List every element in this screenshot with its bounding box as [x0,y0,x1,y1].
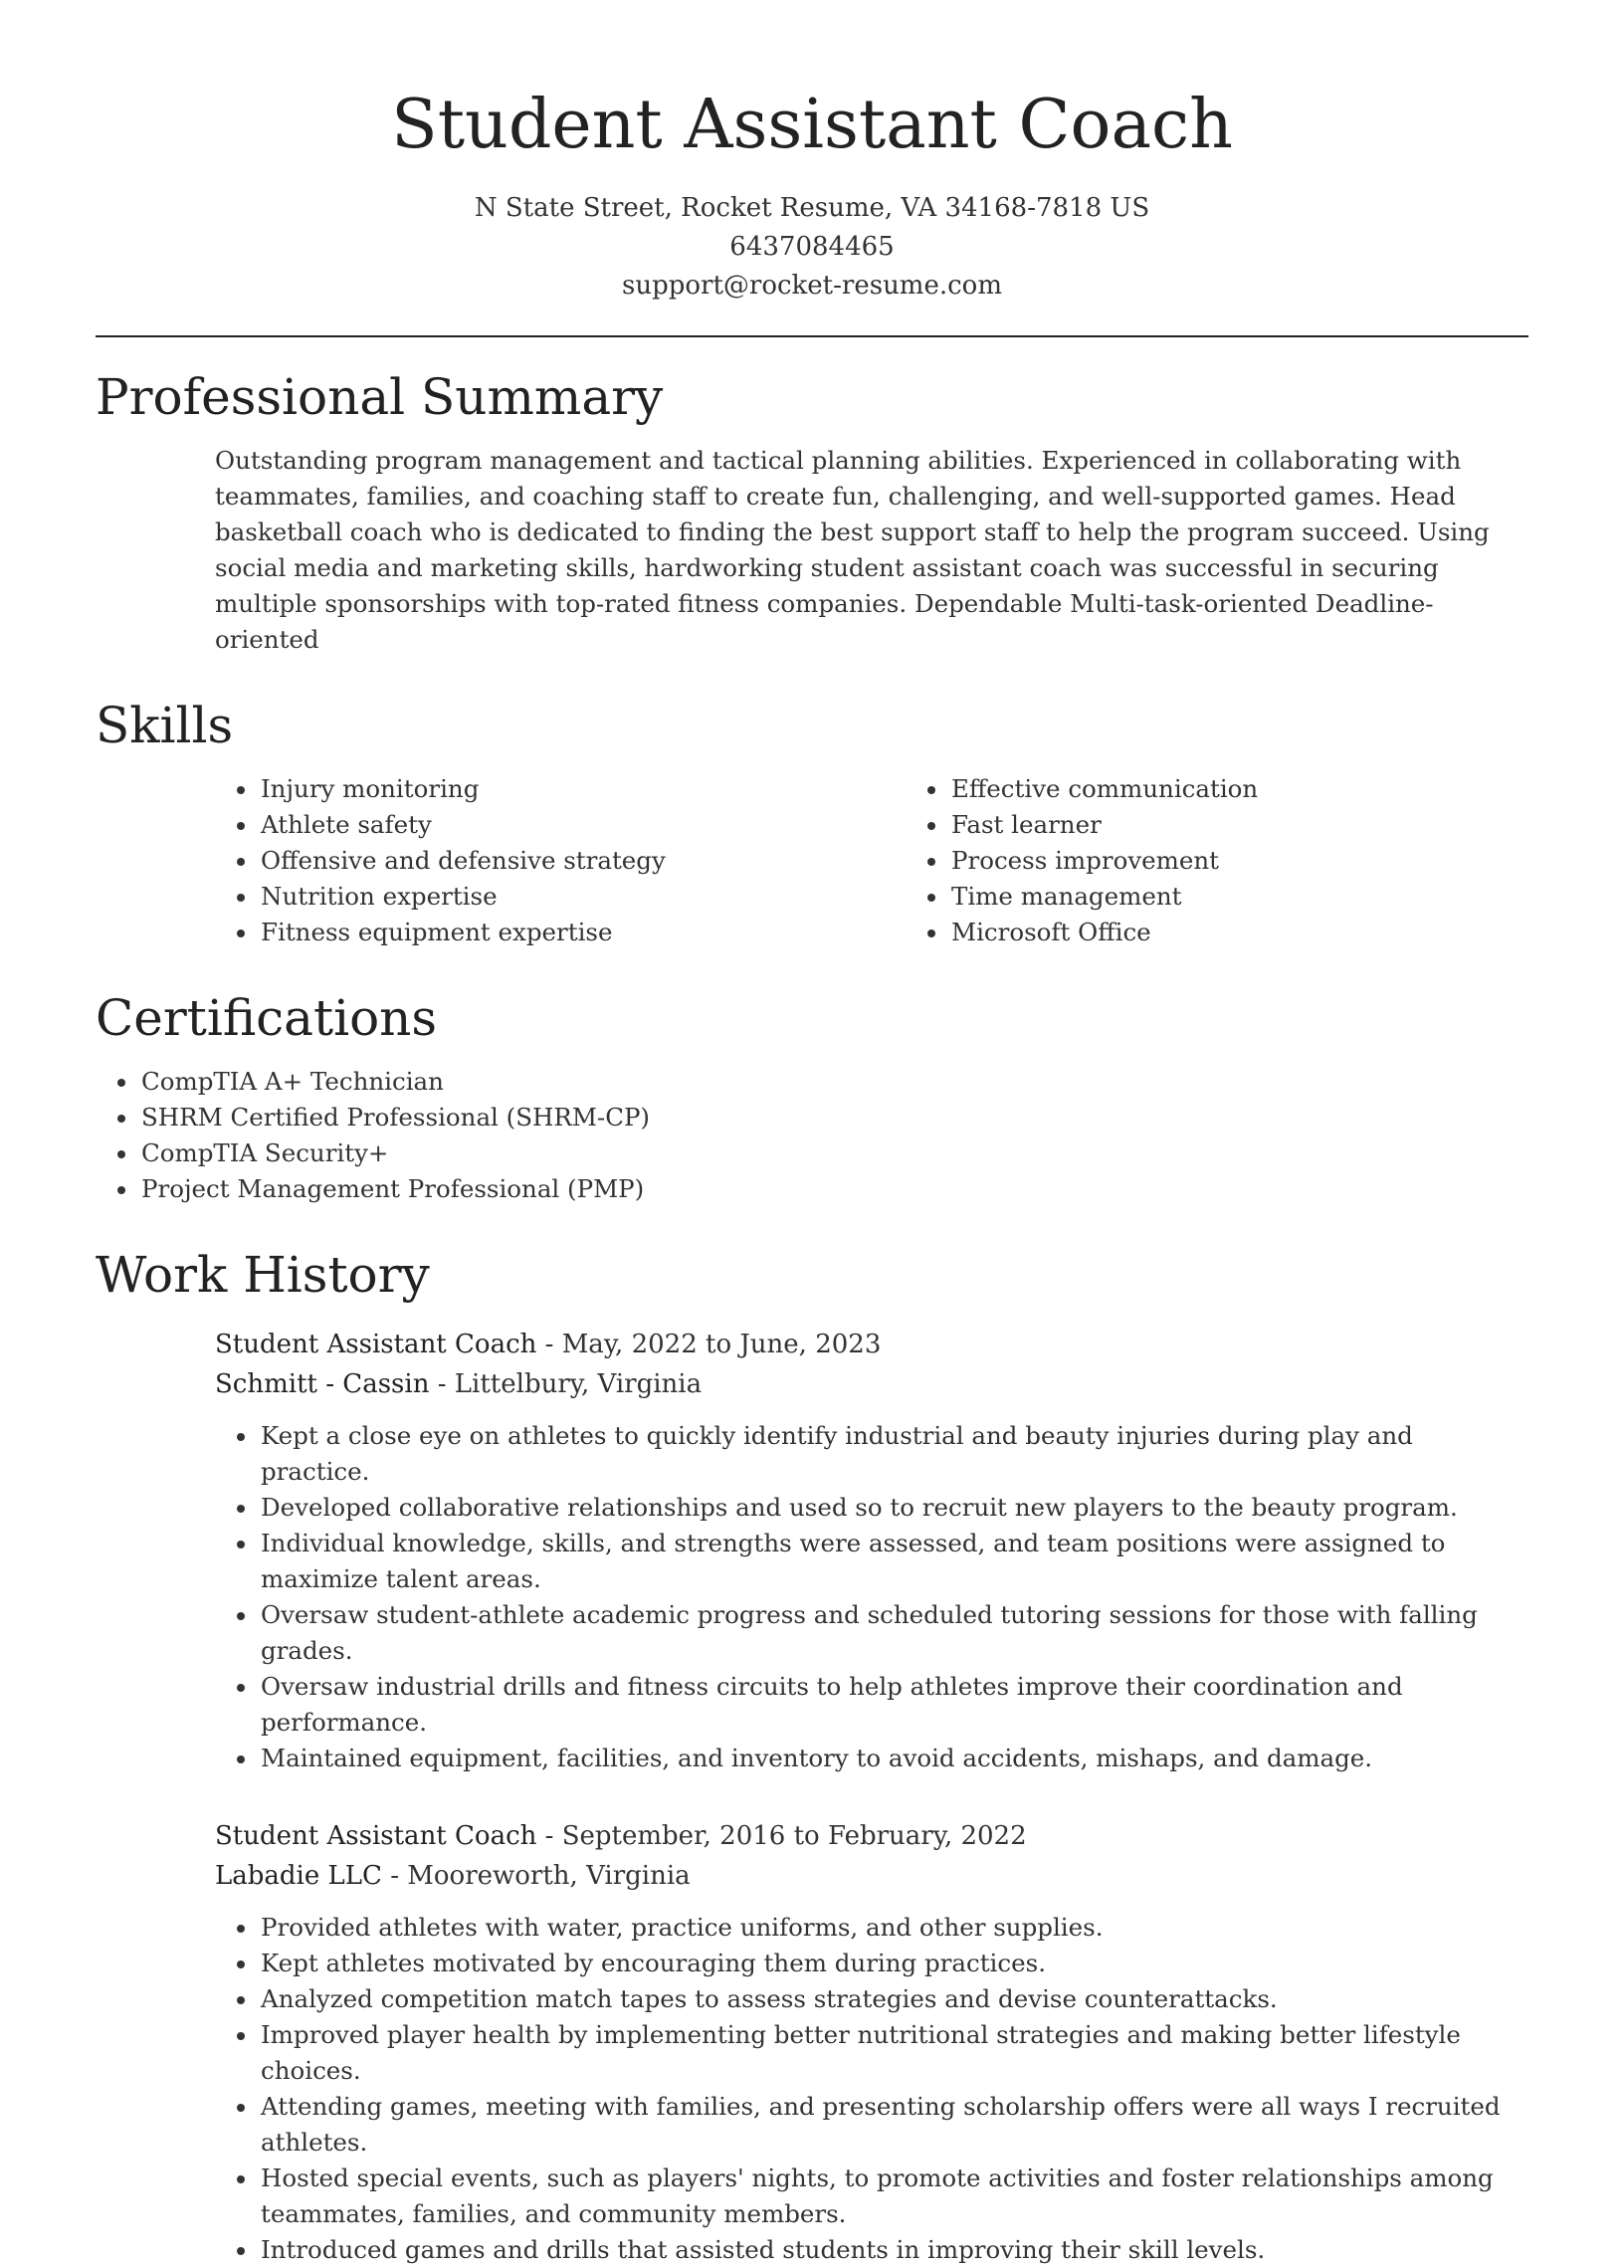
contact-info [96,189,1528,306]
job-location: - Mooreworth, Virginia [381,1861,691,1891]
resume-page [96,0,1528,2268]
job-duties-list [215,1418,1528,1776]
job-entry [215,1325,1528,1776]
list-item: • Microsoft Office [949,915,1596,950]
work-history-title: Work History [96,1246,430,1304]
list-item: • Injury monitoring [259,771,906,807]
list-item: • Nutrition expertise [259,879,906,915]
job-role: Student Assistant Coach [215,1330,537,1359]
list-item: • Fast learner [949,807,1596,843]
job-company: Schmitt - Cassin [215,1369,430,1399]
address-line: N State Street, Rocket Resume, VA 34168-7818 US [474,193,1150,223]
job-location: - Littelbury, Virginia [429,1369,703,1399]
list-item: • Athlete safety [259,807,906,843]
job-entry [215,1816,1528,2268]
summary-section [96,365,1528,658]
job-role: Student Assistant Coach [215,1821,537,1851]
list-item: • CompTIA A+ Technician [139,1064,1528,1100]
list-item: • Attending games, meeting with families, and presenting scholarship offers were all ways I recruited athletes. [259,2089,1528,2161]
certifications-title: Certifications [96,989,438,1047]
list-item: • Project Management Professional (PMP) [139,1171,1528,1207]
job-company-line [215,1856,1528,1896]
skills-list-left [215,771,906,950]
list-item: • Offensive and defensive strategy [259,843,906,879]
list-item: • SHRM Certified Professional (SHRM-CP) [139,1100,1528,1135]
job-title-line [215,1816,1528,1856]
certifications-section [96,986,1528,1207]
list-item: • Improved player health by implementing better nutritional strategies and making better lifestyle choices. [259,2017,1528,2089]
summary-title: Professional Summary [96,368,664,426]
summary-text: Outstanding program management and tactical planning abilities. Experienced in collaborating with teammates, families, and coaching staff to create fun, challenging, and well-supported games. Head basketball coach who is dedicated to finding the best support staff to help the program succeed. Using social media and marketing skills, hardworking student assistant coach was successful in securing multiple sponsorships with top-rated fitness companies. Dependable Multi-task-oriented Deadline-oriented [215,446,1490,654]
list-item: • Kept a close eye on athletes to quickly identify industrial and beauty injuries during play and practice. [259,1418,1528,1490]
list-item: • Effective communication [949,771,1596,807]
list-item: • Hosted special events, such as players' nights, to promote activities and foster relationships among teammates, families, and community members. [259,2161,1528,2232]
job-dates: - May, 2022 to June, 2023 [536,1330,882,1359]
job-company: Labadie LLC [215,1861,382,1891]
skills-section [96,694,1528,950]
list-item: • CompTIA Security+ [139,1135,1528,1171]
list-item: • Individual knowledge, skills, and strengths were assessed, and team positions were assigned to maximize talent areas. [259,1526,1528,1597]
list-item: • Fitness equipment expertise [259,915,906,950]
list-item: • Oversaw student-athlete academic progress and scheduled tutoring sessions for those with falling grades. [259,1597,1528,1669]
certifications-list [96,1064,1528,1207]
job-duties-list [215,1910,1528,2268]
list-item: • Analyzed competition match tapes to assess strategies and devise counterattacks. [259,1981,1528,2017]
list-item: • Maintained equipment, facilities, and inventory to avoid accidents, mishaps, and damage. [259,1741,1528,1776]
candidate-name: Student Assistant Coach [391,86,1233,164]
resume-header [96,0,1528,306]
skills-list-right [906,771,1596,950]
list-item: • Time management [949,879,1596,915]
phone-line: 6437084465 [729,232,895,262]
work-history-section [96,1243,1528,2268]
list-item: • Kept athletes motivated by encouraging them during practices. [259,1946,1528,1981]
list-item: • Developed collaborative relationships and used so to recruit new players to the beauty program. [259,1490,1528,1526]
skills-columns [215,771,1528,950]
list-item: • Introduced games and drills that assisted students in improving their skill levels. [259,2232,1528,2268]
job-dates: - September, 2016 to February, 2022 [536,1821,1027,1851]
skills-title: Skills [96,697,234,754]
email-line: support@rocket-resume.com [621,271,1002,301]
job-title-line [215,1325,1528,1364]
job-company-line [215,1364,1528,1404]
header-divider [96,335,1528,337]
list-item: • Process improvement [949,843,1596,879]
list-item: • Provided athletes with water, practice uniforms, and other supplies. [259,1910,1528,1946]
list-item: • Oversaw industrial drills and fitness circuits to help athletes improve their coordination and performance. [259,1669,1528,1741]
